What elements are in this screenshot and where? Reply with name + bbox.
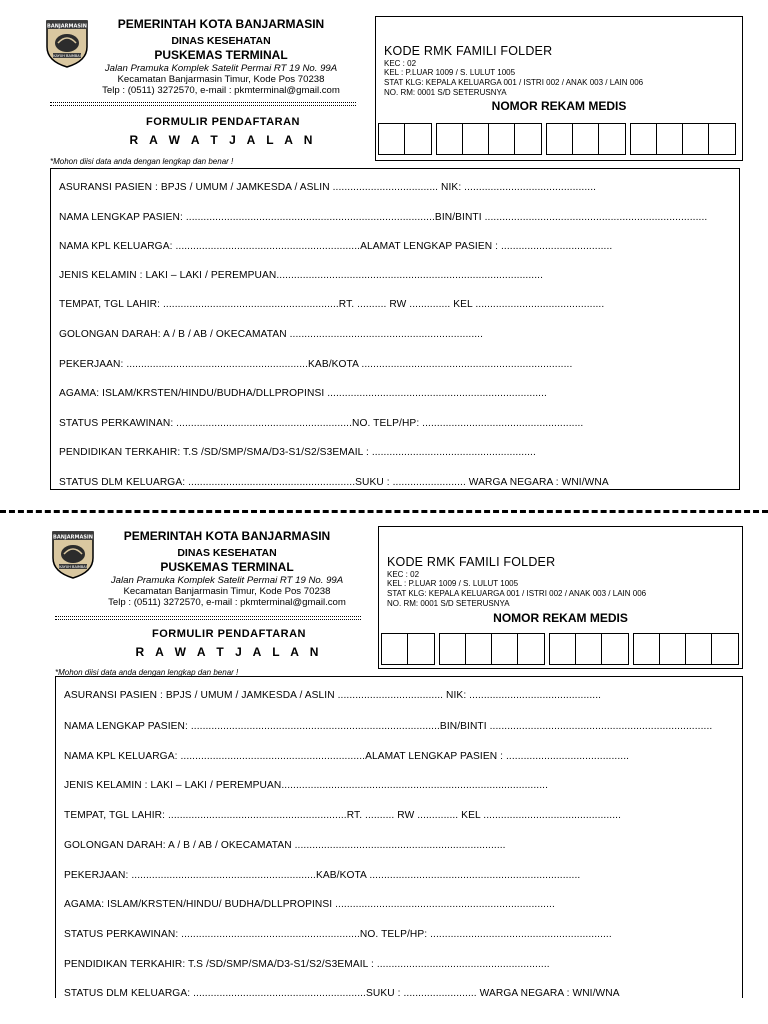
record-digit-input[interactable]: [550, 634, 576, 664]
record-digit-input[interactable]: [634, 634, 660, 664]
record-digit-input[interactable]: [437, 124, 463, 154]
org-address-line2: Kecamatan Banjarmasin Timur, Kode Pos 70238: [117, 73, 325, 85]
header-divider: [55, 616, 361, 617]
header-divider-secondary: [50, 105, 356, 106]
form-title: [106, 628, 352, 659]
record-digit-input[interactable]: [382, 634, 408, 664]
record-digit-input[interactable]: [547, 124, 573, 154]
cut-line: [0, 510, 768, 513]
record-number-label: NOMOR REKAM MEDIS: [493, 611, 628, 625]
org-name: PEMERINTAH KOTA BANJARMASIN: [123, 529, 331, 543]
record-number-cells: [378, 123, 736, 155]
form-note: *Mohon diisi data anda dengan lengkap dan benar !: [50, 157, 234, 166]
record-digit-input[interactable]: [440, 634, 466, 664]
form-title-line2: R A W A T J A L A N: [129, 133, 317, 147]
svg-text:KAYUH BAIMBAI: KAYUH BAIMBAI: [59, 565, 87, 569]
field-family-head[interactable]: NAMA KPL KELUARGA: ...............................................................ALAMAT LENGKAP PASIEN : ......................................: [59, 241, 613, 252]
field-occupation[interactable]: PEKERJAAN: ...............................................................KAB/KOTA ........................................................................: [64, 870, 581, 881]
field-blood-type[interactable]: GOLONGAN DARAH: A / B / AB / OKECAMATAN ........................................................................: [64, 840, 506, 851]
record-box-line: STAT KLG: KEPALA KELUARGA 001 / ISTRI 002 / ANAK 003 / LAIN 006: [387, 589, 647, 598]
cell-group-kel: [436, 123, 542, 155]
registration-form-top: [0, 0, 768, 505]
org-name: PEMERINTAH KOTA BANJARMASIN: [117, 17, 325, 31]
record-box-line: KEC : 02: [387, 570, 420, 579]
record-digit-input[interactable]: [602, 634, 628, 664]
field-marital-status[interactable]: STATUS PERKAWINAN: .............................................................NO. TELP/HP: ..............................................................: [64, 929, 612, 940]
org-address-line1: Jalan Pramuka Komplek Satelit Permai RT 19 No. 99A: [110, 574, 344, 586]
org-unit: PUSKEMAS TERMINAL: [160, 559, 294, 574]
cell-group-rm: [630, 123, 736, 155]
record-digit-input[interactable]: [405, 124, 431, 154]
field-education[interactable]: PENDIDIKAN TERKAHIR: T.S /SD/SMP/SMA/D3-S1/S2/S3EMAIL : ........................................................: [59, 447, 536, 458]
form-title-line2: R A W A T J A L A N: [135, 645, 323, 659]
cell-group-kel: [439, 633, 545, 665]
cell-group-rm: [633, 633, 739, 665]
medical-record-box: [378, 526, 743, 669]
record-digit-input[interactable]: [683, 124, 709, 154]
field-blood-type[interactable]: GOLONGAN DARAH: A / B / AB / OKECAMATAN ..................................................................: [59, 329, 484, 340]
organization-header: [66, 18, 376, 96]
medical-record-box: [375, 16, 743, 161]
cell-group-kec: [381, 633, 435, 665]
form-title-line1: FORMULIR PENDAFTARAN: [151, 628, 306, 640]
field-full-name[interactable]: NAMA LENGKAP PASIEN: .....................................................................................BIN/BINTI ............................................................................: [59, 212, 708, 223]
record-digit-input[interactable]: [573, 124, 599, 154]
form-title-line1: FORMULIR PENDAFTARAN: [145, 116, 300, 128]
organization-header: [72, 530, 382, 608]
record-digit-input[interactable]: [518, 634, 544, 664]
record-box-line: STAT KLG: KEPALA KELUARGA 001 / ISTRI 002 / ANAK 003 / LAIN 006: [384, 78, 644, 87]
header-divider: [50, 102, 356, 103]
field-insurance[interactable]: ASURANSI PASIEN : BPJS / UMUM / JAMKESDA / ASLIN .................................... NIK: .............................................: [59, 182, 597, 193]
field-gender[interactable]: JENIS KELAMIN : LAKI – LAKI / PEREMPUAN...........................................................................................: [64, 780, 549, 791]
cell-group-kec: [378, 123, 432, 155]
record-box-line: KEL : P.LUAR 1009 / S. LULUT 1005: [387, 579, 519, 588]
record-box-line: KEC : 02: [384, 59, 417, 68]
record-digit-input[interactable]: [492, 634, 518, 664]
record-digit-input[interactable]: [631, 124, 657, 154]
record-digit-input[interactable]: [686, 634, 712, 664]
record-digit-input[interactable]: [466, 634, 492, 664]
record-box-line: NO. RM: 0001 S/D SETERUSNYA: [384, 88, 507, 97]
record-number-label: NOMOR REKAM MEDIS: [491, 99, 627, 113]
field-occupation[interactable]: PEKERJAAN: ..............................................................KAB/KOTA ........................................................................: [59, 359, 573, 370]
field-birth-place-date[interactable]: TEMPAT, TGL LAHIR: .............................................................RT. .......... RW .............. KEL ...............................................: [64, 810, 622, 821]
record-digit-input[interactable]: [576, 634, 602, 664]
record-digit-input[interactable]: [657, 124, 683, 154]
record-digit-input[interactable]: [463, 124, 489, 154]
record-box-line: NO. RM: 0001 S/D SETERUSNYA: [387, 599, 510, 608]
org-unit: PUSKEMAS TERMINAL: [154, 47, 288, 62]
field-family-status[interactable]: STATUS DLM KELUARGA: ...........................................................SUKU : ......................... WARGA NEGARA : WNI/WNA: [64, 988, 620, 999]
form-title: [100, 116, 346, 147]
field-religion[interactable]: AGAMA: ISLAM/KRSTEN/HINDU/BUDHA/DLLPROPINSI ...........................................................................: [59, 388, 547, 399]
patient-fields-box: [55, 676, 743, 998]
record-number-cells: [381, 633, 739, 665]
patient-fields-box: [50, 168, 740, 490]
org-contact: Telp : (0511) 3272570, e-mail : pkmterminal@gmail.com: [108, 596, 346, 608]
record-digit-input[interactable]: [489, 124, 515, 154]
record-box-title: KODE RMK FAMILI FOLDER: [387, 555, 556, 569]
record-digit-input[interactable]: [379, 124, 405, 154]
field-family-status[interactable]: STATUS DLM KELUARGA: .........................................................SUKU : ......................... WARGA NEGARA : WNI/WNA: [59, 477, 609, 488]
org-department: DINAS KESEHATAN: [171, 34, 271, 47]
record-digit-input[interactable]: [515, 124, 541, 154]
record-digit-input[interactable]: [599, 124, 625, 154]
field-family-head[interactable]: NAMA KPL KELUARGA: ...............................................................ALAMAT LENGKAP PASIEN : ..........................................: [64, 751, 630, 762]
cell-group-stat: [546, 123, 626, 155]
field-marital-status[interactable]: STATUS PERKAWINAN: ............................................................NO. TELP/HP: .......................................................: [59, 418, 584, 429]
record-box-title: KODE RMK FAMILI FOLDER: [384, 44, 553, 58]
record-box-line: KEL : P.LUAR 1009 / S. LULUT 1005: [384, 68, 516, 77]
cell-group-stat: [549, 633, 629, 665]
org-address-line1: Jalan Pramuka Komplek Satelit Permai RT 19 No. 99A: [104, 62, 338, 74]
org-department: DINAS KESEHATAN: [177, 546, 277, 559]
field-birth-place-date[interactable]: TEMPAT, TGL LAHIR: ............................................................RT. .......... RW .............. KEL ............................................: [59, 299, 605, 310]
svg-text:BANJARMASIN: BANJARMASIN: [53, 534, 93, 541]
header-divider-secondary: [55, 619, 361, 620]
form-note: *Mohon diisi data anda dengan lengkap dan benar !: [55, 668, 239, 677]
org-contact: Telp : (0511) 3272570, e-mail : pkmterminal@gmail.com: [102, 84, 340, 96]
registration-form-bottom: [0, 518, 768, 1024]
record-digit-input[interactable]: [712, 634, 738, 664]
field-full-name[interactable]: NAMA LENGKAP PASIEN: .....................................................................................BIN/BINTI ............................................................................: [64, 721, 713, 732]
field-education[interactable]: PENDIDIKAN TERKAHIR: T.S /SD/SMP/SMA/D3-S1/S2/S3EMAIL : ...........................................................: [64, 959, 550, 970]
record-digit-input[interactable]: [660, 634, 686, 664]
record-digit-input[interactable]: [709, 124, 735, 154]
field-gender[interactable]: JENIS KELAMIN : LAKI – LAKI / PEREMPUAN...........................................................................................: [59, 270, 544, 281]
record-digit-input[interactable]: [408, 634, 434, 664]
org-address-line2: Kecamatan Banjarmasin Timur, Kode Pos 70238: [123, 585, 331, 597]
svg-text:KAYUH BAIMBAI: KAYUH BAIMBAI: [53, 54, 81, 58]
field-insurance[interactable]: ASURANSI PASIEN : BPJS / UMUM / JAMKESDA / ASLIN .................................... NIK: .............................................: [64, 690, 602, 701]
svg-text:BANJARMASIN: BANJARMASIN: [47, 23, 87, 30]
field-religion[interactable]: AGAMA: ISLAM/KRSTEN/HINDU/ BUDHA/DLLPROPINSI ...........................................................................: [64, 899, 555, 910]
